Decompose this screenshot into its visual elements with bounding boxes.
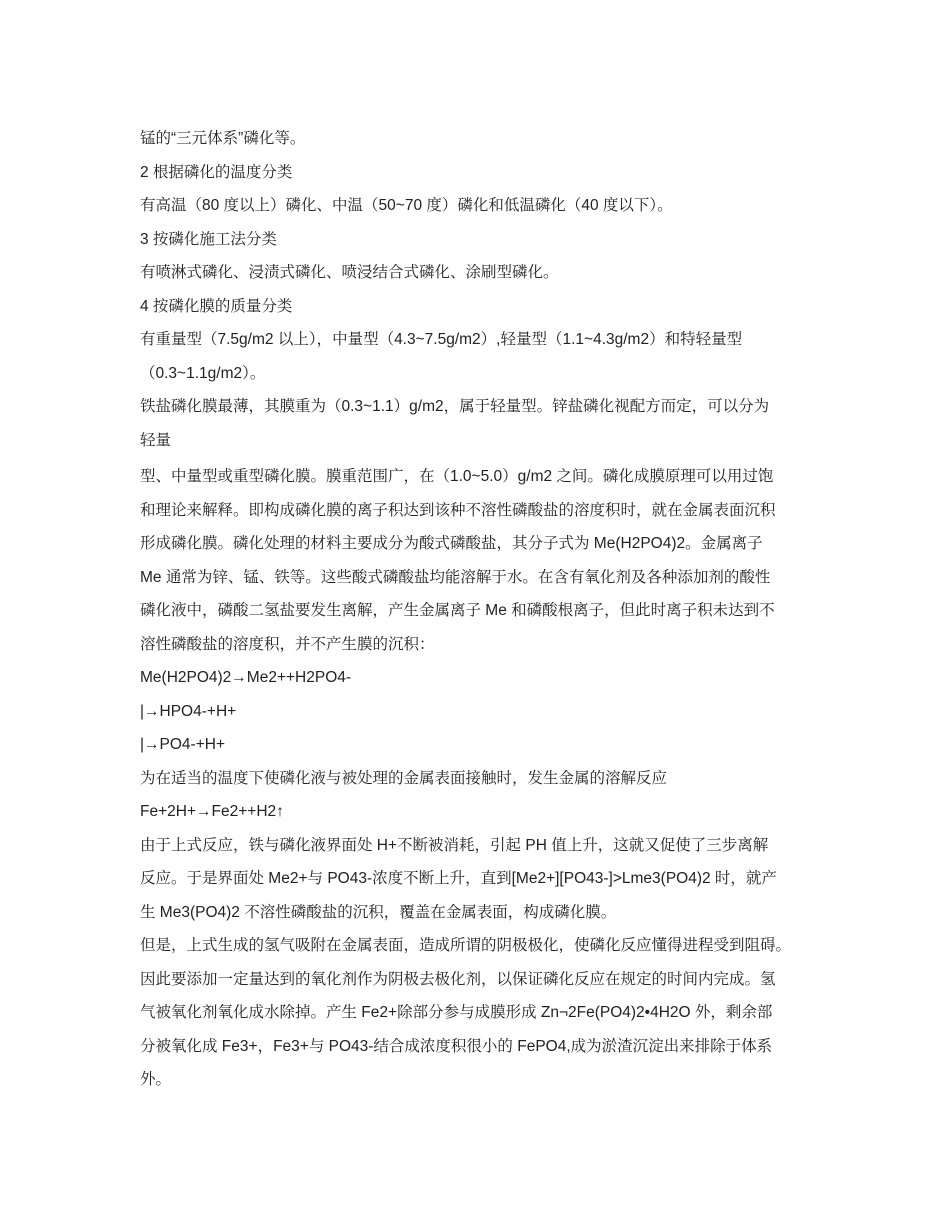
text-line: 外。	[140, 1071, 172, 1088]
text-line: 磷化液中，磷酸二氢盐要发生离解，产生金属离子 Me 和磷酸根离子，但此时离子积未达到不	[140, 602, 775, 619]
text-line: 为在适当的温度下使磷化液与被处理的金属表面接触时，发生金属的溶解反应	[140, 769, 668, 787]
equation-line: Me(H2PO4)2→Me2++H2PO4-	[140, 669, 352, 686]
section-heading: 2 根据磷化的温度分类	[140, 163, 293, 181]
text-line: （0.3~1.1g/m2）。	[140, 364, 266, 382]
text-line: Me 通常为锌、锰、铁等。这些酸式磷酸盐均能溶解于水。在含有氧化剂及各种添加剂的酸性	[140, 568, 771, 586]
text-line: 分被氧化成 Fe3+，Fe3+与 PO43-结合成浓度积很小的 FePO4,成为淤渣沉淀出来排除于体系	[140, 1037, 773, 1055]
equation-line: |→PO4-+H+	[140, 736, 226, 753]
text-line: 形成磷化膜。磷化处理的材料主要成分为酸式磷酸盐，其分子式为 Me(H2PO4)2。金属离子	[140, 535, 763, 552]
document-page	[140, 122, 830, 1097]
text-line: 和理论来解释。即构成磷化膜的离子积达到该种不溶性磷酸盐的溶度积时，就在金属表面沉积	[140, 501, 776, 519]
section-heading: 4 按磷化膜的质量分类	[140, 297, 293, 315]
text-line: 锰的“三元体系”磷化等。	[140, 130, 306, 147]
text-line: 反应。于是界面处 Me2+与 PO43-浓度不断上升，直到[Me2+][PO43-]>Lme3(PO4)2 时，就产	[140, 870, 777, 887]
equation-line: |→HPO4-+H+	[140, 702, 237, 720]
text-line: 铁盐磷化膜最薄，其膜重为（0.3~1.1）g/m2，属于轻量型。锌盐磷化视配方而定，可以分为	[140, 398, 770, 415]
text-line: 溶性磷酸盐的溶度积，并不产生膜的沉积：	[140, 635, 435, 653]
text-line: 有高温（80 度以上）磷化、中温（50~70 度）磷化和低温磷化（40 度以下）。	[140, 197, 673, 214]
equation-line: Fe+2H+→Fe2++H2↑	[140, 803, 284, 820]
text-line: 型、中量型或重型磷化膜。膜重范围广，在（1.0~5.0）g/m2 之间。磷化成膜原理可以用过饱	[140, 468, 774, 485]
text-line: 但是，上式生成的氢气吸附在金属表面，造成所谓的阴极极化，使磷化反应懂得进程受到阻碍。	[140, 937, 792, 954]
text-line: 轻量	[140, 431, 172, 449]
text-line: 有喷淋式磷化、浸渍式磷化、喷浸结合式磷化、涂刷型磷化。	[140, 264, 559, 281]
text-line: 气被氧化剂氧化成水除掉。产生 Fe2+除部分参与成膜形成 Zn¬2Fe(PO4)2•4H2O 外，剩余部	[140, 1004, 773, 1021]
text-line: 生 Me3(PO4)2 不溶性磷酸盐的沉积，覆盖在金属表面，构成磷化膜。	[140, 903, 617, 921]
section-heading: 3 按磷化施工法分类	[140, 230, 277, 248]
text-line: 因此要添加一定量达到的氧化剂作为阴极去极化剂，以保证磷化反应在规定的时间内完成。氢	[140, 970, 776, 988]
text-line: 有重量型（7.5g/m2 以上），中量型（4.3~7.5g/m2）,轻量型（1.1~4.3g/m2）和特轻量型	[140, 331, 743, 348]
text-line: 由于上式反应，铁与磷化液界面处 H+不断被消耗，引起 PH 值上升，这就又促使了三步离解	[140, 836, 769, 854]
